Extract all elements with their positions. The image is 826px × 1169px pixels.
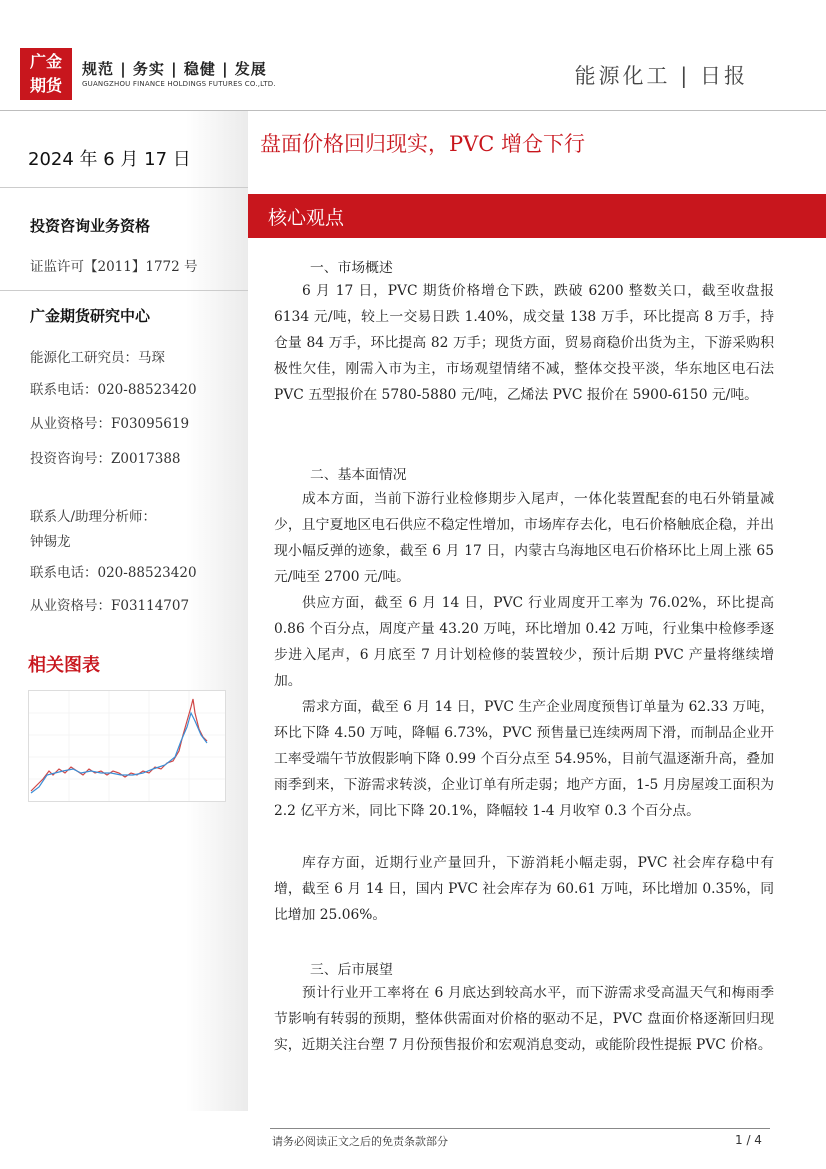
report-headline: 盘面价格回归现实，PVC 增仓下行 xyxy=(260,132,586,156)
cost-paragraph: 成本方面，当前下游行业检修期步入尾声，一体化装置配套的电石外销量减少，且宁夏地区电石供应不稳定性增加，市场库存去化，电石价格触底企稳，并出现小幅反弹的迹象，截至 6 月 17 日，内蒙古乌海地区电石价格环比上周上涨 65 元/吨至 2700 元/吨。 xyxy=(274,491,774,585)
logo-line-1: 广金 xyxy=(29,52,62,71)
qualification-title: 投资咨询业务资格 xyxy=(30,217,151,235)
candlestick-chart-thumbnail xyxy=(28,690,226,802)
sidebar-divider xyxy=(0,187,248,188)
sidebar-divider xyxy=(0,290,248,291)
candlestick-chart-image xyxy=(29,691,225,801)
contact-name: 钟锡龙 xyxy=(30,534,71,550)
outlook-paragraph: 预计行业开工率将在 6 月底达到较高水平，而下游需求受高温天气和梅雨季节影响有转弱的预期，整体供需面对价格的驱动不足，PVC 盘面价格逐渐回归现实，近期关注台塑 7 月份预售报价和宏观消息变动，或能阶段性提振 PVC 价格。 xyxy=(274,985,774,1053)
research-center: 广金期货研究中心 xyxy=(30,307,151,325)
company-logo xyxy=(20,48,72,100)
disclaimer-note: 请务必阅读正文之后的免责条款部分 xyxy=(272,1135,448,1148)
inventory-paragraph: 库存方面，近期行业产量回升，下游消耗小幅走弱，PVC 社会库存稳中有增，截至 6 月 14 日，国内 PVC 社会库存为 60.61 万吨，环比增加 0.35%，同比增加 25.06%。 xyxy=(274,855,774,923)
report-type: 能源化工 | 日报 xyxy=(574,64,748,88)
analyst-cert: 从业资格号：F03095619 xyxy=(30,416,190,432)
analyst-name: 能源化工研究员：马琛 xyxy=(30,350,165,366)
demand-paragraph: 需求方面，截至 6 月 14 日，PVC 生产企业周度预售订单量为 62.33 万吨，环比下降 4.50 万吨，降幅 6.73%，PVC 预售量已连续两周下滑，而制品企业开工率受端午节放假影响下降 0.99 个百分点至 54.95%，目前气温逐渐升高，叠加雨季到来，下游需求转淡，企业订单有所走弱；地产方面，1-5 月房屋竣工面积为 2.2 亿平方米，同比下降 20.1%，降幅较 1-4 月收窄 0.3 个百分点。 xyxy=(274,699,774,819)
section-outlook-title: 三、后市展望 xyxy=(310,962,393,978)
market-overview-paragraph: 6 月 17 日，PVC 期货价格增仓下跌，跌破 6200 整数关口，截至收盘报 6134 元/吨，较上一交易日跌 1.40%，成交量 138 万手，环比提高 8 万手，持仓量 84 万手，环比提高 82 万手；现货方面，贸易商稳价出货为主，下游采购积极性欠佳，刚需入市为主，市场观望情绪不减，整体交投平淡，华东地区电石法 PVC 五型报价在 5780-5880 元/吨，乙烯法 PVC 报价在 5900-6150 元/吨。 xyxy=(274,283,774,403)
contact-label: 联系人/助理分析师： xyxy=(30,509,157,525)
section-market-overview-title: 一、市场概述 xyxy=(310,260,393,276)
supply-paragraph: 供应方面，截至 6 月 14 日，PVC 行业周度开工率为 76.02%，环比提高 0.86 个百分点，周度产量 43.20 万吨，环比增加 0.42 万吨，行业集中检修季逐步进入尾声，6 月底至 7 月计划检修的装置较少，预计后期 PVC 产量将继续增加。 xyxy=(274,595,774,689)
analyst-invest-cert: 投资咨询号：Z0017388 xyxy=(30,451,181,467)
related-charts-title: 相关图表 xyxy=(28,655,100,676)
contact-cert: 从业资格号：F03114707 xyxy=(30,598,190,614)
company-slogan: 规范 | 务实 | 稳健 | 发展 xyxy=(82,60,267,78)
page-number: 1 / 4 xyxy=(735,1133,762,1147)
analyst-phone: 联系电话：020-88523420 xyxy=(30,382,197,398)
company-english-name: GUANGZHOU FINANCE HOLDINGS FUTURES CO.,LTD. xyxy=(82,80,276,88)
core-view-title: 核心观点 xyxy=(268,207,345,229)
footer-divider xyxy=(270,1128,770,1129)
license-number: 证监许可【2011】1772 号 xyxy=(30,259,198,275)
report-date: 2024 年 6 月 17 日 xyxy=(28,149,191,170)
section-fundamentals-title: 二、基本面情况 xyxy=(310,467,407,483)
contact-phone: 联系电话：020-88523420 xyxy=(30,565,197,581)
logo-line-2: 期货 xyxy=(29,76,62,95)
